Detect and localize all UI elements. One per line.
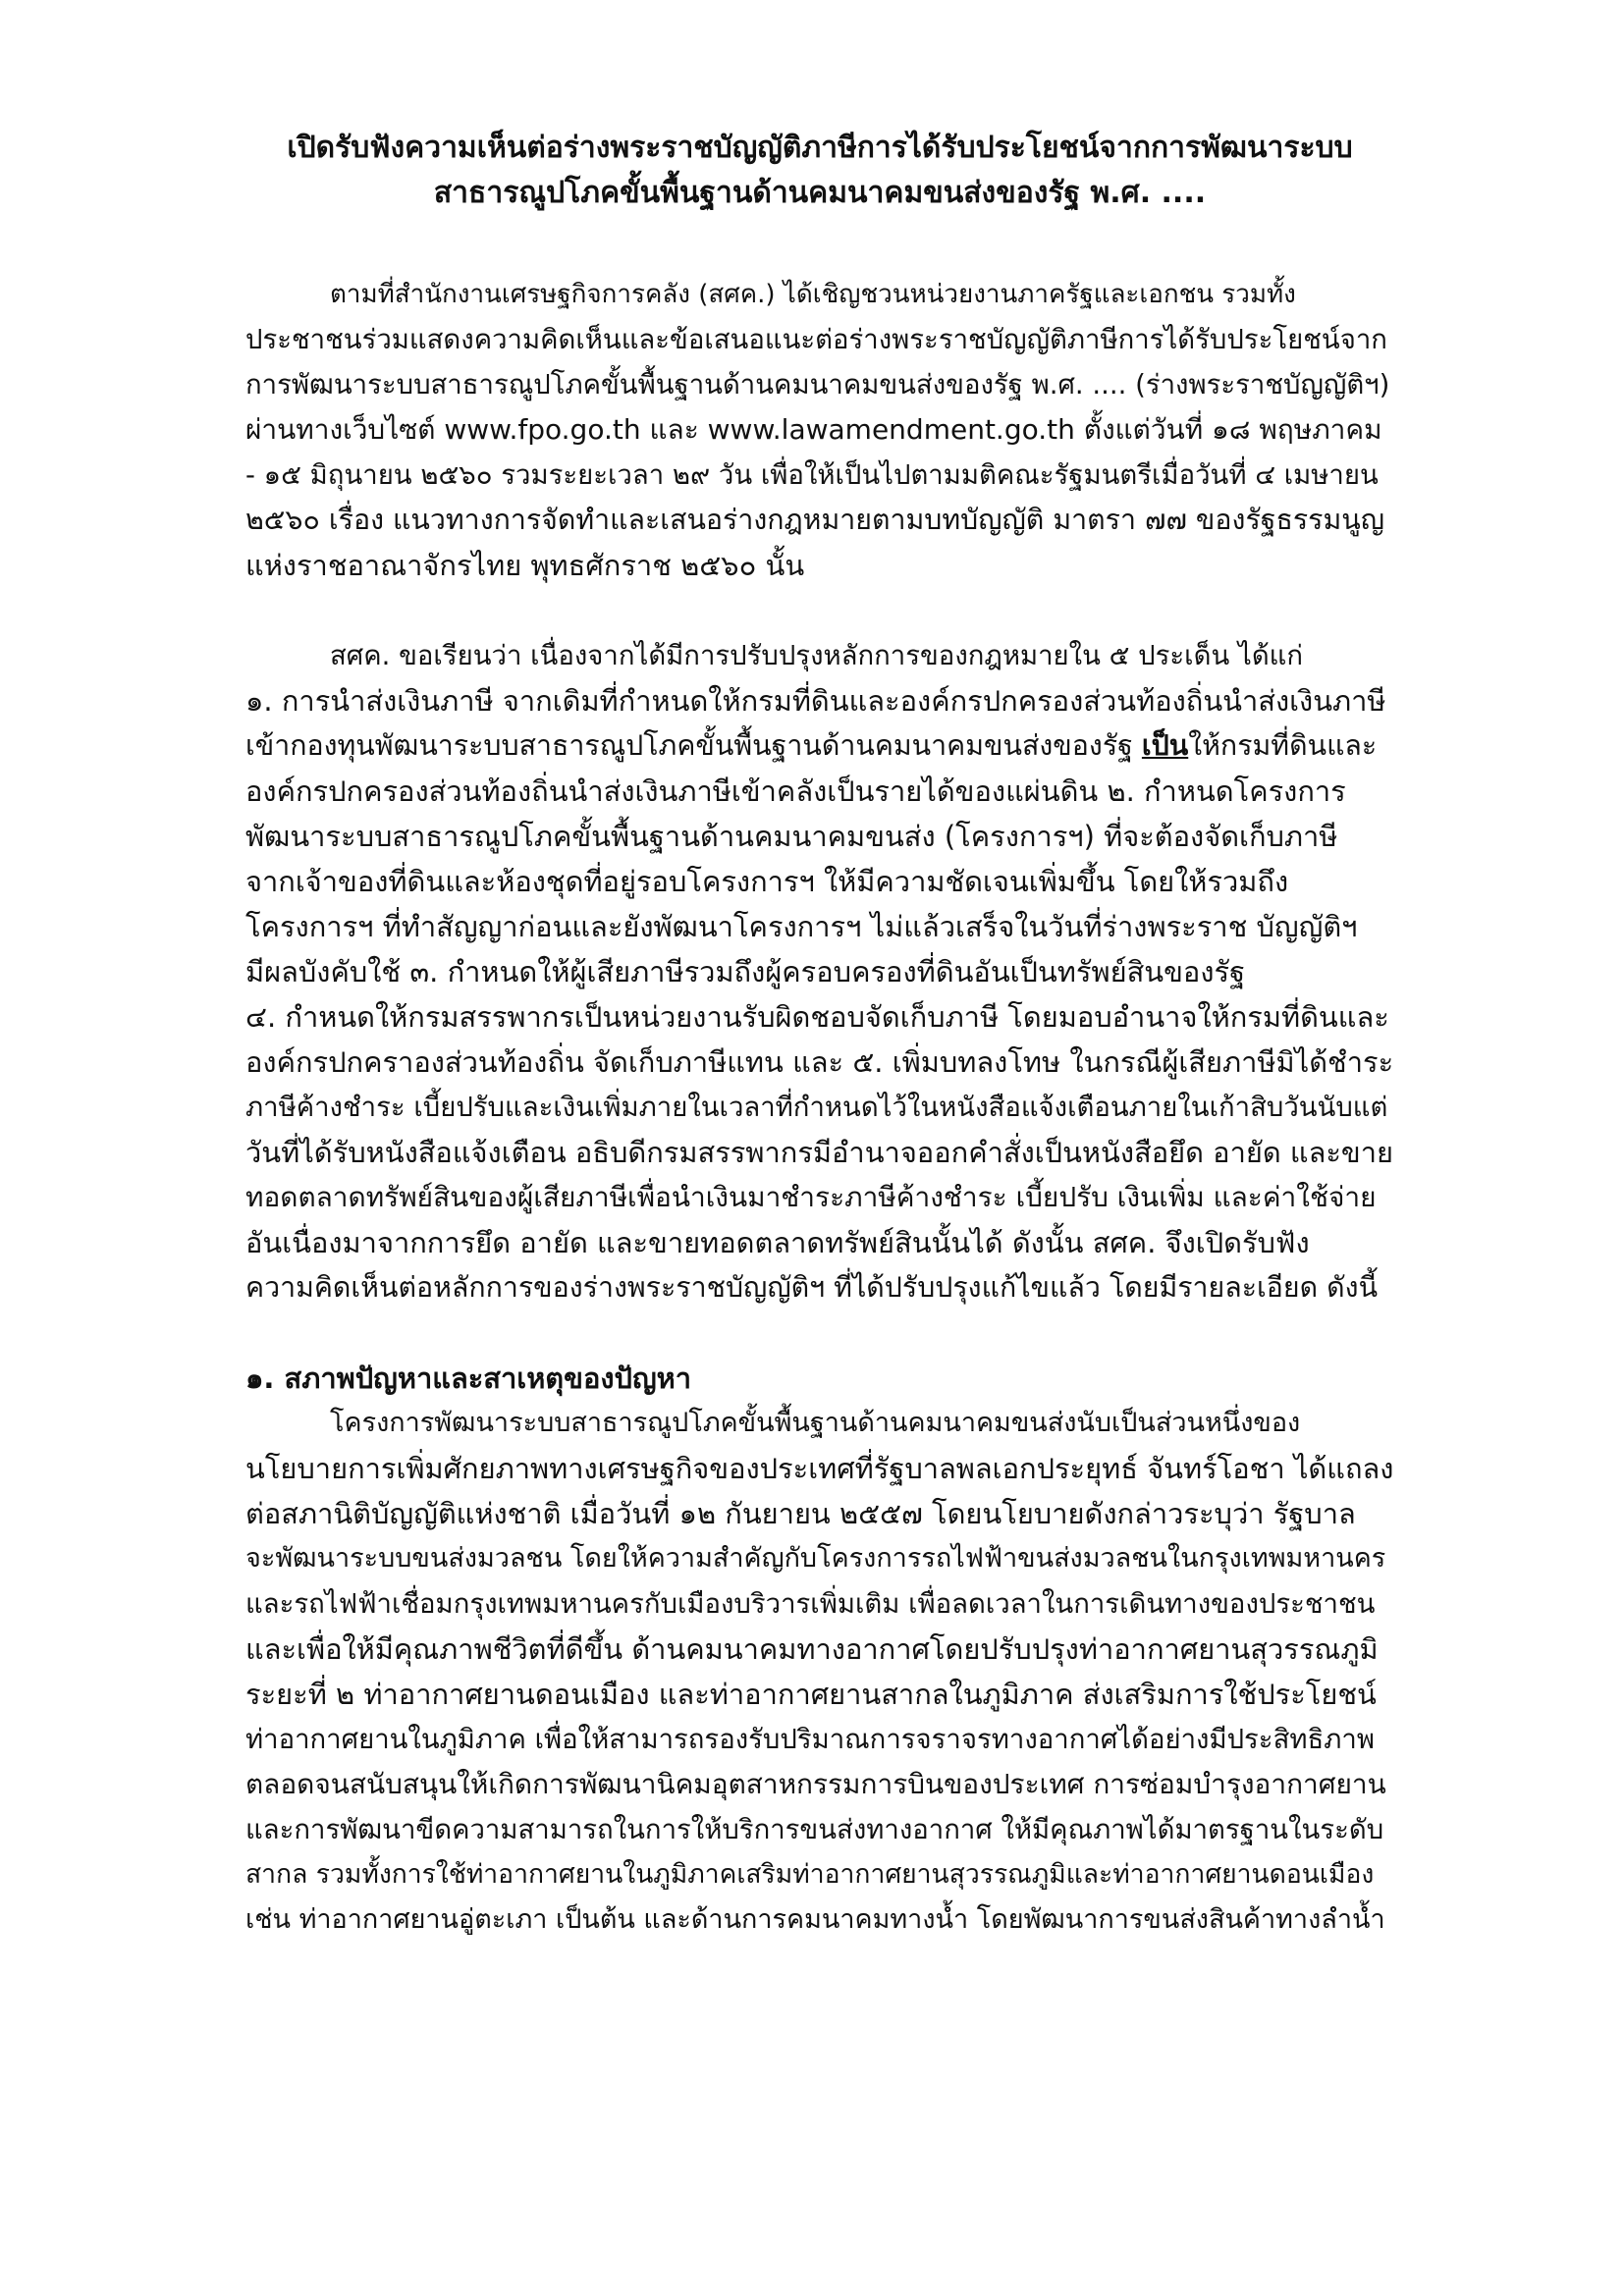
paragraph-line: ๒๕๖๐ เรื่อง แนวทางการจัดทำและเสนอร่างกฎหมายตามบทบัญญัติ มาตรา ๗๗ ของรัฐธรรมนูญ xyxy=(245,504,1385,536)
paragraph-line: การพัฒนาระบบสาธารณูปโภคขั้นพื้นฐานด้านคมนาคมขนส่งของรัฐ พ.ศ. .... (ร่างพระราชบัญญัติฯ) xyxy=(245,369,1390,400)
paragraph-gap xyxy=(245,1310,1394,1356)
paragraph-line: ทอดตลาดทรัพย์สินของผู้เสียภาษีเพื่อนำเงินมาชำระภาษีค้างชำระ เบี้ยปรับ เงินเพิ่ม และค่าใช้จ่าย xyxy=(245,1181,1377,1213)
paragraph-line: นโยบายการเพิ่มศักยภาพทางเศรษฐกิจของประเทศที่รัฐบาลพลเอกประยุทธ์ จันทร์โอชา ได้แถลง xyxy=(245,1452,1394,1485)
paragraph-line: โครงการฯ ที่ทำสัญญาก่อนและยังพัฒนาโครงการฯ ไม่แล้วเสร็จในวันที่ร่างพระราช บัญญัติฯ xyxy=(245,910,1358,943)
paragraph-amendments xyxy=(245,633,1394,1310)
paragraph-intro xyxy=(245,272,1394,588)
paragraph-line: และเพื่อให้มีคุณภาพชีวิตที่ดีขึ้น ด้านคมนาคมทางอากาศโดยปรับปรุงท่าอากาศยานสุวรรณภูมิ xyxy=(245,1632,1379,1666)
paragraph-line: องค์กรปกคราองส่วนท้องถิ่น จัดเก็บภาษีแทน และ ๕. เพิ่มบทลงโทษ ในกรณีผู้เสียภาษีมิได้ชำระ xyxy=(245,1045,1394,1079)
paragraph-problem xyxy=(245,1401,1394,1943)
paragraph-line: และรถไฟฟ้าเชื่อมกรุงเทพมหานครกับเมืองบริวารเพิ่มเติม เพื่อลดเวลาในการเดินทางของประชาชน xyxy=(245,1588,1376,1620)
paragraph-line: ต่อสภานิติบัญญัติแห่งชาติ เมื่อวันที่ ๑๒ กันยายน ๒๕๕๗ โดยนโยบายดังกล่าวระบุว่า รัฐบาล xyxy=(245,1497,1356,1530)
paragraph-line: สศค. ขอเรียนว่า เนื่องจากได้มีการปรับปรุงหลักการของกฎหมายใน ๕ ประเด็น ได้แก่ xyxy=(330,640,1304,671)
paragraph-line: จากเจ้าของที่ดินและห้องชุดที่อยู่รอบโครงการฯ ให้มีความชัดเจนเพิ่มขึ้น โดยให้รวมถึง xyxy=(245,865,1289,898)
paragraph-line: โครงการพัฒนาระบบสาธารณูปโภคขั้นพื้นฐานด้านคมนาคมขนส่งนับเป็นส่วนหนึ่งของ xyxy=(330,1408,1301,1438)
paragraph-line: ๑. การนำส่งเงินภาษี จากเดิมที่กำหนดให้กรมที่ดินและองค์กรปกครองส่วนท้องถิ่นนำส่งเงินภาษี xyxy=(245,684,1386,718)
text-segment: เข้ากองทุนพัฒนาระบบสาธารณูปโภคขั้นพื้นฐานด้านคมนาคมขนส่งของรัฐ xyxy=(245,729,1142,762)
paragraph-line: เช่น ท่าอากาศยานอู่ตะเภา เป็นต้น และด้านการคมนาคมทางน้ำ โดยพัฒนาการขนส่งสินค้าทางลำน้ำ xyxy=(245,1904,1385,1935)
paragraph-line: ความคิดเห็นต่อหลักการของร่างพระราชบัญญัติฯ ที่ได้ปรับปรุงแก้ไขแล้ว โดยมีรายละเอียด ดังนี้ xyxy=(245,1271,1379,1304)
document-page xyxy=(245,126,1394,1943)
paragraph-line: พัฒนาระบบสาธารณูปโภคขั้นพื้นฐานด้านคมนาคมขนส่ง (โครงการฯ) ที่จะต้องจัดเก็บภาษี xyxy=(245,820,1338,853)
paragraph-line: จะพัฒนาระบบขนส่งมวลชน โดยให้ความสำคัญกับโครงการรถไฟฟ้าขนส่งมวลชนในกรุงเทพมหานคร xyxy=(245,1543,1386,1574)
paragraph-line-with-emphasis xyxy=(245,723,1394,769)
paragraph-line: องค์กรปกครองส่วนท้องถิ่นนำส่งเงินภาษีเข้าคลังเป็นรายได้ของแผ่นดิน ๒. กำหนดโครงการ xyxy=(245,774,1346,808)
paragraph-line: ท่าอากาศยานในภูมิภาค เพื่อให้สามารถรองรับปริมาณการจราจรทางอากาศได้อย่างมีประสิทธิภาพ xyxy=(245,1724,1375,1755)
paragraph-line: ประชาชนร่วมแสดงความคิดเห็นและข้อเสนอแนะต่อร่างพระราชบัญญัติภาษีการได้รับประโยชน์จาก xyxy=(245,324,1387,355)
paragraph-line: ตลอดจนสนับสนุนให้เกิดการพัฒนานิคมอุตสาหกรรมการบินของประเทศ การซ่อมบำรุงอากาศยาน xyxy=(245,1768,1386,1800)
paragraph-line: แห่งราชอาณาจักรไทย พุทธศักราช ๒๕๖๐ นั้น xyxy=(245,549,805,582)
paragraph-line: ๔. กำหนดให้กรมสรรพากรเป็นหน่วยงานรับผิดชอบจัดเก็บภาษี โดยมอบอำนาจให้กรมที่ดินและ xyxy=(245,1000,1389,1034)
paragraph-line: และการพัฒนาขีดความสามารถในการให้บริการขนส่งทางอากาศ ให้มีคุณภาพได้มาตรฐานในระดับ xyxy=(245,1814,1384,1845)
paragraph-line: สากล รวมทั้งการใช้ท่าอากาศยานในภูมิภาคเสริมท่าอากาศยานสุวรรณภูมิและท่าอากาศยานดอนเมือง xyxy=(245,1859,1375,1890)
title-line-1: เปิดรับฟังความเห็นต่อร่างพระราชบัญญัติภาษีการได้รับประโยชน์จากการพัฒนาระบบ xyxy=(287,131,1353,165)
paragraph-line: ระยะที่ ๒ ท่าอากาศยานดอนเมือง และท่าอากาศยานสากลในภูมิภาค ส่งเสริมการใช้ประโยชน์ xyxy=(245,1678,1377,1711)
paragraph-line: วันที่ได้รับหนังสือแจ้งเตือน อธิบดีกรมสรรพากรมีอำนาจออกคำสั่งเป็นหนังสือยึด อายัด และขาย xyxy=(245,1136,1394,1169)
paragraph-line: อันเนื่องมาจากการยึด อายัด และขายทอดตลาดทรัพย์สินนั้นได้ ดังนั้น สศค. จึงเปิดรับฟัง xyxy=(245,1226,1310,1259)
document-title xyxy=(245,126,1394,216)
paragraph-line: ผ่านทางเว็บไซต์ www.fpo.go.th และ www.lawamendment.go.th ตั้งแต่วันที่ ๑๘ พฤษภาคม xyxy=(245,413,1382,446)
paragraph-line: มีผลบังคับใช้ ๓. กำหนดให้ผู้เสียภาษีรวมถึงผู้ครอบครองที่ดินอันเป็นทรัพย์สินของรัฐ xyxy=(245,955,1246,988)
paragraph-line: - ๑๕ มิถุนายน ๒๕๖๐ รวมระยะเวลา ๒๙ วัน เพื่อให้เป็นไปตามมติคณะรัฐมนตรีเมื่อวันที่ ๔ เมษายน xyxy=(245,459,1379,491)
paragraph-gap xyxy=(245,588,1394,633)
underlined-emphasis: เป็น xyxy=(1141,729,1189,762)
text-segment: ให้กรมที่ดินและ xyxy=(1188,729,1378,762)
title-line-2: สาธารณูปโภคขั้นพื้นฐานด้านคมนาคมขนส่งของรัฐ พ.ศ. .... xyxy=(433,176,1207,210)
section-heading: ๑. สภาพปัญหาและสาเหตุของปัญหา xyxy=(245,1362,692,1395)
paragraph-line: ตามที่สำนักงานเศรษฐกิจการคลัง (สศค.) ได้เชิญชวนหน่วยงานภาครัฐและเอกชน รวมทั้ง xyxy=(330,280,1296,309)
paragraph-line: ภาษีค้างชำระ เบี้ยปรับและเงินเพิ่มภายในเวลาที่กำหนดไว้ในหนังสือแจ้งเตือนภายในเก้าสิบวันนับแต่ xyxy=(245,1092,1388,1123)
